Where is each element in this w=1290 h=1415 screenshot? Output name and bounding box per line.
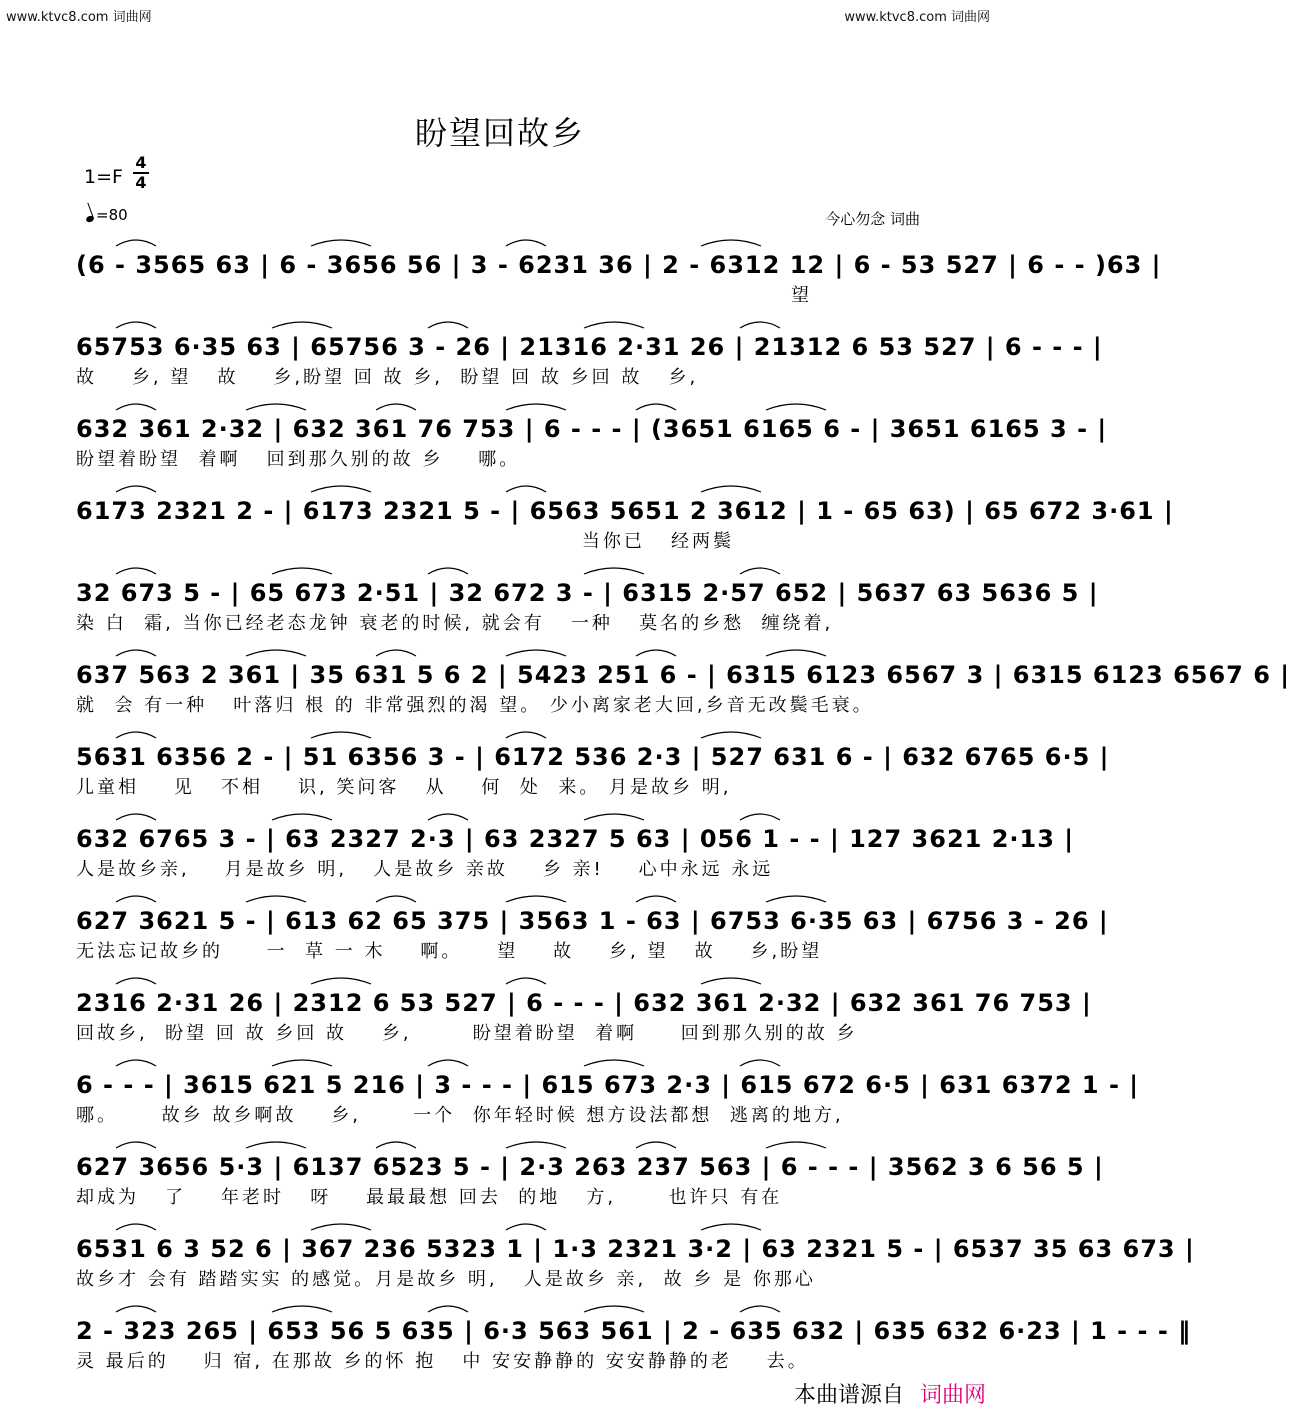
notation-holder bbox=[76, 412, 1108, 446]
lyrics-line: 故乡才 会有 踏踏实实 的感觉。月是故乡 明, 人是故乡 亲, 故 乡 是 你那心 bbox=[76, 1269, 816, 1290]
slur bbox=[701, 1224, 761, 1230]
notation-holder bbox=[76, 494, 1174, 528]
slur bbox=[116, 568, 156, 574]
slur bbox=[376, 896, 416, 902]
notation-holder bbox=[76, 1232, 1195, 1266]
tempo-marking bbox=[86, 206, 128, 224]
slur bbox=[506, 732, 546, 738]
notation-line: 637 563 2 361 | 35 631 5 6 2 | 5423 251 6 - | 6315 6123 6567 3 | 6315 6123 6567 6 | bbox=[76, 661, 1290, 689]
watermark-left: www.ktvc8.com 词曲网 bbox=[6, 10, 152, 25]
slur bbox=[701, 240, 761, 246]
slur bbox=[272, 814, 332, 820]
score-system bbox=[76, 822, 1075, 884]
score-system bbox=[76, 576, 1099, 638]
slur bbox=[740, 1306, 780, 1312]
slur bbox=[428, 322, 468, 328]
slur bbox=[428, 568, 468, 574]
slur bbox=[311, 1224, 371, 1230]
time-signature-top: 4 bbox=[135, 153, 147, 172]
slur bbox=[506, 650, 566, 656]
slur bbox=[116, 650, 156, 656]
notation-holder bbox=[76, 1150, 1104, 1184]
slur-marks bbox=[76, 726, 926, 740]
slur bbox=[506, 1224, 546, 1230]
source-site: 词曲网 bbox=[919, 1383, 986, 1408]
slur bbox=[740, 322, 780, 328]
watermark-right: www.ktvc8.com 词曲网 bbox=[844, 10, 990, 25]
slur bbox=[506, 240, 546, 246]
slur-marks bbox=[76, 1136, 926, 1150]
lyrics-line: 却成为 了 年老时 呀 最最最想 回去 的地 方, 也许只 有在 bbox=[76, 1187, 783, 1208]
notation-line: 627 3656 5·3 | 6137 6523 5 - | 2·3 263 237 563 | 6 - - - | 3562 3 6 56 5 | bbox=[76, 1153, 1104, 1181]
slur bbox=[584, 322, 644, 328]
composer-credit: 今心勿念 词曲 bbox=[825, 210, 920, 228]
slur bbox=[376, 1142, 416, 1148]
notation-line: 6531 6 3 52 6 | 367 236 5323 1 | 1·3 2321 3·2 | 63 2321 5 - | 6537 35 63 673 | bbox=[76, 1235, 1195, 1263]
lyrics-line: 回故乡, 盼望 回 故 乡回 故 乡, 盼望着盼望 着啊 回到那久别的故 乡 bbox=[76, 1023, 858, 1044]
slur bbox=[428, 814, 468, 820]
slur-marks bbox=[76, 562, 926, 576]
lyrics-line: 儿童相 见 不相 识, 笑问客 从 何 处 来。 月是故乡 明, bbox=[76, 777, 732, 798]
notation-line: 5631 6356 2 - | 51 6356 3 - | 6172 536 2·3 | 527 631 6 - | 632 6765 6·5 | bbox=[76, 743, 1110, 771]
slur bbox=[116, 322, 156, 328]
lyrics-line: 当你已 经两鬓 bbox=[76, 531, 735, 552]
time-signature bbox=[133, 154, 149, 192]
notation-holder bbox=[76, 740, 1110, 774]
slur bbox=[740, 814, 780, 820]
slur-marks bbox=[76, 808, 926, 822]
score-system bbox=[76, 986, 1092, 1048]
notation-line: 627 3621 5 - | 613 62 65 375 | 3563 1 - 63 | 6753 6·35 63 | 6756 3 - 26 | bbox=[76, 907, 1109, 935]
score-system bbox=[76, 412, 1108, 474]
slur bbox=[272, 568, 332, 574]
slur bbox=[506, 978, 546, 984]
slur bbox=[272, 1306, 332, 1312]
slur bbox=[246, 896, 306, 902]
song-title: 盼望回故乡 bbox=[414, 114, 585, 152]
slur bbox=[766, 650, 826, 656]
notation-line: (6 - 3565 63 | 6 - 3656 56 | 3 - 6231 36 | 2 - 6312 12 | 6 - 53 527 | 6 - - )63 | bbox=[76, 251, 1162, 279]
slur bbox=[116, 1306, 156, 1312]
time-signature-bottom: 4 bbox=[133, 172, 149, 192]
score-system bbox=[76, 1314, 1192, 1376]
slur bbox=[376, 404, 416, 410]
slur bbox=[116, 1060, 156, 1066]
notation-line: 6 - - - | 3615 621 5 216 | 3 - - - | 615 673 2·3 | 615 672 6·5 | 631 6372 1 - | bbox=[76, 1071, 1140, 1099]
slur-marks bbox=[76, 1218, 926, 1232]
slur bbox=[428, 1306, 468, 1312]
lyrics-line: 盼望着盼望 着啊 回到那久别的故 乡 哪。 bbox=[76, 449, 521, 470]
slur bbox=[116, 732, 156, 738]
slur bbox=[428, 1060, 468, 1066]
lyrics-line: 灵 最后的 归 宿, 在那故 乡的怀 抱 中 安安静静的 安安静静的老 去。 bbox=[76, 1351, 809, 1372]
lyrics-line: 哪。 故乡 故乡啊故 乡, 一个 你年轻时候 想方设法都想 逃离的地方, bbox=[76, 1105, 844, 1126]
slur bbox=[740, 1060, 780, 1066]
slur-marks bbox=[76, 234, 926, 248]
slur bbox=[636, 404, 676, 410]
notation-holder bbox=[76, 986, 1092, 1020]
slur-marks bbox=[76, 972, 926, 986]
lyrics-line: 就 会 有一种 叶落归 根 的 非常强烈的渴 望。 少小离家老大回,乡音无改鬓毛衰。 bbox=[76, 695, 874, 716]
lyrics-line: 故 乡, 望 故 乡,盼望 回 故 乡, 盼望 回 故 乡回 故 乡, bbox=[76, 367, 699, 388]
slur bbox=[311, 732, 371, 738]
slur bbox=[311, 978, 371, 984]
slur bbox=[766, 404, 826, 410]
score-system bbox=[76, 740, 1110, 802]
slur bbox=[116, 814, 156, 820]
notation-holder bbox=[76, 330, 1103, 364]
slur bbox=[701, 486, 761, 492]
slur bbox=[116, 240, 156, 246]
slur bbox=[116, 404, 156, 410]
slur bbox=[584, 814, 644, 820]
notation-line: 6173 2321 2 - | 6173 2321 5 - | 6563 5651 2 3612 | 1 - 65 63) | 65 672 3·61 | bbox=[76, 497, 1174, 525]
source-prefix: 本曲谱源自 bbox=[793, 1383, 904, 1408]
slur bbox=[506, 486, 546, 492]
tempo-value: =80 bbox=[96, 206, 128, 224]
score-system bbox=[76, 330, 1103, 392]
lyrics-line: 无法忘记故乡的 一 草 一 木 啊。 望 故 乡, 望 故 乡,盼望 bbox=[76, 941, 823, 962]
slur bbox=[116, 1142, 156, 1148]
slur bbox=[506, 1142, 566, 1148]
slur-marks bbox=[76, 398, 926, 412]
slur bbox=[246, 1142, 306, 1148]
slur-marks bbox=[76, 644, 926, 658]
score-system bbox=[76, 658, 1290, 720]
slur bbox=[506, 896, 566, 902]
notation-line: 632 6765 3 - | 63 2327 2·3 | 63 2327 5 63 | 056 1 - - | 127 3621 2·13 | bbox=[76, 825, 1075, 853]
slur bbox=[116, 978, 156, 984]
slur bbox=[766, 1142, 826, 1148]
score-system bbox=[76, 904, 1109, 966]
slur bbox=[116, 896, 156, 902]
slur-marks bbox=[76, 1054, 926, 1068]
notation-line: 632 361 2·32 | 632 361 76 753 | 6 - - - | (3651 6165 6 - | 3651 6165 3 - | bbox=[76, 415, 1108, 443]
notation-holder bbox=[76, 904, 1109, 938]
slur-marks bbox=[76, 890, 926, 904]
slur bbox=[246, 650, 306, 656]
notation-line: 2316 2·31 26 | 2312 6 53 527 | 6 - - - | 632 361 2·32 | 632 361 76 753 | bbox=[76, 989, 1092, 1017]
slur bbox=[376, 650, 416, 656]
slur bbox=[311, 486, 371, 492]
score-system bbox=[76, 1068, 1140, 1130]
slur bbox=[584, 1060, 644, 1066]
score-system bbox=[76, 494, 1174, 556]
slur bbox=[636, 1142, 676, 1148]
score-system bbox=[76, 1232, 1195, 1294]
slur bbox=[584, 1306, 644, 1312]
score-system bbox=[76, 248, 1162, 310]
slur bbox=[584, 568, 644, 574]
slur bbox=[272, 1060, 332, 1066]
slur bbox=[272, 322, 332, 328]
notation-holder bbox=[76, 658, 1290, 692]
slur bbox=[701, 732, 761, 738]
slur bbox=[636, 650, 676, 656]
slur bbox=[636, 896, 676, 902]
slur bbox=[740, 568, 780, 574]
key-signature: 1=F bbox=[84, 166, 123, 188]
slur-marks bbox=[76, 480, 926, 494]
notation-holder bbox=[76, 1068, 1140, 1102]
slur bbox=[116, 1224, 156, 1230]
slur-marks bbox=[76, 316, 926, 330]
notation-line: 65753 6·35 63 | 65756 3 - 26 | 21316 2·31 26 | 21312 6 53 527 | 6 - - - | bbox=[76, 333, 1103, 361]
notation-line: 2 - 323 265 | 653 56 5 635 | 6·3 563 561 | 2 - 635 632 | 635 632 6·23 | 1 - - - ‖ bbox=[76, 1317, 1192, 1345]
lyrics-line: 望 bbox=[76, 285, 813, 306]
notation-holder bbox=[76, 822, 1075, 856]
lyrics-line: 染 白 霜, 当你已经老态龙钟 衰老的时候, 就会有 一种 莫名的乡愁 缠绕着, bbox=[76, 613, 834, 634]
quarter-note-icon bbox=[85, 215, 95, 223]
notation-holder bbox=[76, 576, 1099, 610]
slur bbox=[246, 404, 306, 410]
score-system bbox=[76, 1150, 1104, 1212]
notation-line: 32 673 5 - | 65 673 2·51 | 32 672 3 - | 6315 2·57 652 | 5637 63 5636 5 | bbox=[76, 579, 1099, 607]
slur bbox=[116, 486, 156, 492]
notation-holder bbox=[76, 1314, 1192, 1348]
lyrics-line: 人是故乡亲, 月是故乡 明, 人是故乡 亲故 乡 亲! 心中永远 永远 bbox=[76, 859, 774, 880]
slur bbox=[311, 240, 371, 246]
source-footer bbox=[794, 1378, 986, 1409]
notation-holder bbox=[76, 248, 1162, 282]
slur-marks bbox=[76, 1300, 926, 1314]
slur bbox=[506, 404, 566, 410]
slur bbox=[701, 978, 761, 984]
slur bbox=[766, 896, 826, 902]
